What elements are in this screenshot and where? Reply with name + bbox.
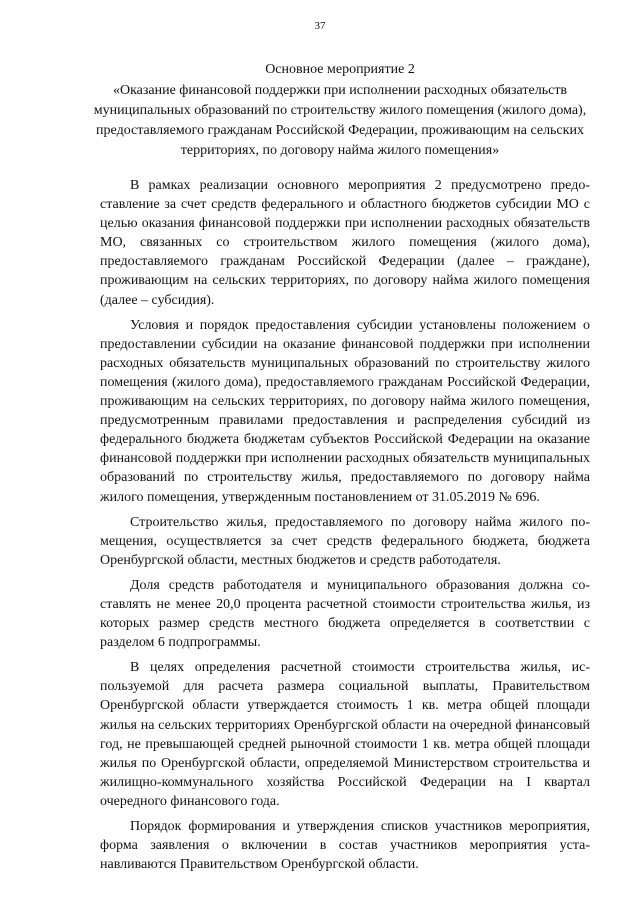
paragraph-implementation: В рамках реализации основного мероприятия 2 предусмотрено предоставление за счет средств федерального и областного бюджетов субсидии МО с целью оказания финансовой поддержки при исполнении расходных обязательств МО, связанных со строительством жилого помещения (жилого дома), предоставляемого гражданам Российской Федерации (далее – граждане), проживающим на сельских территориях, по договору найма жилого помещения (далее – субсидия). (100, 178, 590, 308)
page-number: 37 (314, 20, 326, 32)
paragraph-participant-lists: Порядок формирования и утверждения списков участников мероприятия, форма заявления о включении в состав участников мероприятия устанавливаются Правительством Оренбургской области. (100, 819, 590, 873)
paragraph-cost-calculation: В целях определения расчетной стоимости строительства жилья, используемой для расчета размера социальной выплаты, Правительством Оренбургской области утверждается стоимость 1 кв. метра общей площади жилья на сельских территориях Оренбургской области на очередной финансовый год, не превышающей средней рыночной стоимости 1 кв. метра общей площади жилья по Оренбургской области, определяемой Министерством строительства и жилищно-коммунального хозяйства Российской Федерации на I квартал очередного финансового года. (100, 660, 590, 809)
paragraph-conditions: Условия и порядок предоставления субсидии установлены положением о предоставлении субсидии на оказание финансовой поддержки при исполнении расходных обязательств муниципальных образований по строительству жилого помещения (жилого дома), предоставляемого гражданам Российской Федерации, проживающим на сельских территориях, по договору найма жилого помещения, предусмотренным правилами предоставления и распределения субсидий из федерального бюджета бюджетам субъектов Российской Федерации на оказание финансовой поддержки при исполнении расходных обязательств муниципальных образований по строительству жилья, предоставляемого по договору найма жилого помещения, утвержденным постановлением от 31.05.2019 № 696. (100, 317, 590, 505)
body-text (100, 176, 590, 880)
paragraph-share-of-funds: Доля средств работодателя и муниципального образования должна составлять не менее 20,0 процента расчетной стоимости строительства жилья, из которых размер средств местного бюджета определяется в соответствии с разделом 6 подпрограммы. (100, 577, 590, 651)
section-heading (85, 60, 595, 161)
paragraph-funding-sources: Строительство жилья, предоставляемого по договору найма жилого помещения, осуществляется за счет средств федерального бюджета, бюджета Оренбургской области, местных бюджетов и средств работодателя. (100, 514, 590, 568)
section-subtitle: «Оказание финансовой поддержки при исполнении расходных обязательств муниципальных образований по строительству жилого помещения (жилого дома), предоставляемого гражданам Российской Федерации, проживающим на сельских территориях, по договору найма жилого помещения» (93, 83, 587, 158)
section-title: Основное мероприятие 2 (265, 62, 415, 77)
